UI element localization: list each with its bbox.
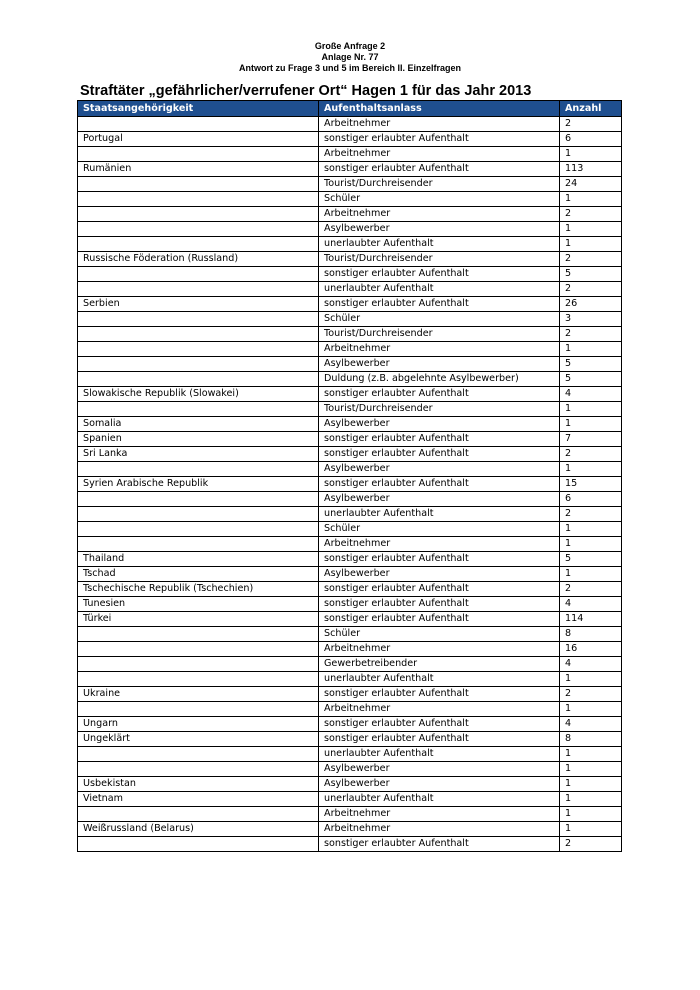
cell-reason: Arbeitnehmer	[319, 147, 560, 162]
table-row	[78, 552, 622, 567]
cell-count: 1	[560, 792, 622, 807]
cell-nationality: Ungarn	[78, 717, 319, 732]
cell-nationality	[78, 807, 319, 822]
cell-reason: sonstiger erlaubter Aufenthalt	[319, 687, 560, 702]
cell-reason: Arbeitnehmer	[319, 702, 560, 717]
column-header-count: Anzahl	[560, 101, 622, 117]
cell-reason: Asylbewerber	[319, 567, 560, 582]
cell-nationality: Spanien	[78, 432, 319, 447]
cell-reason: Tourist/Durchreisender	[319, 177, 560, 192]
table-row	[78, 117, 622, 132]
cell-reason: Tourist/Durchreisender	[319, 252, 560, 267]
cell-count: 16	[560, 642, 622, 657]
cell-count: 2	[560, 327, 622, 342]
cell-count: 1	[560, 222, 622, 237]
cell-reason: sonstiger erlaubter Aufenthalt	[319, 612, 560, 627]
cell-nationality	[78, 522, 319, 537]
cell-nationality	[78, 537, 319, 552]
table-row	[78, 312, 622, 327]
cell-reason: unerlaubter Aufenthalt	[319, 792, 560, 807]
table-row	[78, 402, 622, 417]
cell-nationality	[78, 117, 319, 132]
cell-count: 1	[560, 147, 622, 162]
table-row	[78, 222, 622, 237]
cell-count: 1	[560, 672, 622, 687]
cell-nationality: Rumänien	[78, 162, 319, 177]
cell-nationality	[78, 702, 319, 717]
cell-reason: Arbeitnehmer	[319, 822, 560, 837]
cell-reason: sonstiger erlaubter Aufenthalt	[319, 387, 560, 402]
table-row	[78, 282, 622, 297]
cell-reason: Arbeitnehmer	[319, 342, 560, 357]
cell-count: 5	[560, 267, 622, 282]
cell-count: 1	[560, 762, 622, 777]
table-row	[78, 762, 622, 777]
cell-count: 1	[560, 807, 622, 822]
cell-nationality	[78, 312, 319, 327]
table-row	[78, 267, 622, 282]
cell-count: 7	[560, 432, 622, 447]
cell-reason: sonstiger erlaubter Aufenthalt	[319, 732, 560, 747]
cell-nationality	[78, 327, 319, 342]
cell-count: 5	[560, 552, 622, 567]
table-row	[78, 597, 622, 612]
cell-reason: Arbeitnehmer	[319, 642, 560, 657]
cell-nationality: Ukraine	[78, 687, 319, 702]
cell-count: 2	[560, 252, 622, 267]
cell-count: 24	[560, 177, 622, 192]
table-row	[78, 837, 622, 852]
cell-reason: Arbeitnehmer	[319, 807, 560, 822]
cell-reason: sonstiger erlaubter Aufenthalt	[319, 297, 560, 312]
cell-nationality: Türkei	[78, 612, 319, 627]
cell-nationality: Slowakische Republik (Slowakei)	[78, 387, 319, 402]
cell-reason: Arbeitnehmer	[319, 537, 560, 552]
table-body	[78, 117, 622, 852]
cell-reason: unerlaubter Aufenthalt	[319, 237, 560, 252]
cell-count: 114	[560, 612, 622, 627]
cell-reason: Asylbewerber	[319, 492, 560, 507]
table-row	[78, 387, 622, 402]
cell-count: 15	[560, 477, 622, 492]
table-row	[78, 687, 622, 702]
cell-nationality: Tschechische Republik (Tschechien)	[78, 582, 319, 597]
cell-reason: Schüler	[319, 192, 560, 207]
cell-reason: Schüler	[319, 627, 560, 642]
cell-count: 1	[560, 777, 622, 792]
table-row	[78, 252, 622, 267]
cell-reason: Arbeitnehmer	[319, 207, 560, 222]
cell-nationality: Thailand	[78, 552, 319, 567]
cell-reason: unerlaubter Aufenthalt	[319, 672, 560, 687]
table-row	[78, 417, 622, 432]
cell-count: 1	[560, 522, 622, 537]
cell-reason: Asylbewerber	[319, 762, 560, 777]
cell-count: 1	[560, 537, 622, 552]
table-row	[78, 432, 622, 447]
table-row	[78, 507, 622, 522]
cell-reason: sonstiger erlaubter Aufenthalt	[319, 837, 560, 852]
cell-reason: sonstiger erlaubter Aufenthalt	[319, 132, 560, 147]
table-row	[78, 717, 622, 732]
cell-reason: Asylbewerber	[319, 357, 560, 372]
cell-reason: Asylbewerber	[319, 222, 560, 237]
cell-reason: Asylbewerber	[319, 462, 560, 477]
cell-nationality	[78, 492, 319, 507]
cell-count: 113	[560, 162, 622, 177]
cell-nationality	[78, 267, 319, 282]
table-row	[78, 537, 622, 552]
cell-count: 8	[560, 627, 622, 642]
cell-nationality: Serbien	[78, 297, 319, 312]
cell-reason: sonstiger erlaubter Aufenthalt	[319, 477, 560, 492]
cell-reason: Schüler	[319, 522, 560, 537]
table-row	[78, 582, 622, 597]
cell-count: 1	[560, 567, 622, 582]
cell-nationality: Ungeklärt	[78, 732, 319, 747]
table-row	[78, 777, 622, 792]
cell-reason: sonstiger erlaubter Aufenthalt	[319, 447, 560, 462]
cell-count: 2	[560, 687, 622, 702]
cell-nationality: Tunesien	[78, 597, 319, 612]
table-row	[78, 342, 622, 357]
table-row	[78, 297, 622, 312]
cell-count: 4	[560, 387, 622, 402]
cell-count: 1	[560, 237, 622, 252]
table-row	[78, 567, 622, 582]
cell-nationality	[78, 357, 319, 372]
column-header-nationality: Staatsangehörigkeit	[78, 101, 319, 117]
cell-reason: sonstiger erlaubter Aufenthalt	[319, 432, 560, 447]
cell-count: 2	[560, 207, 622, 222]
cell-count: 8	[560, 732, 622, 747]
table-row	[78, 372, 622, 387]
cell-reason: Duldung (z.B. abgelehnte Asylbewerber)	[319, 372, 560, 387]
cell-reason: Asylbewerber	[319, 417, 560, 432]
cell-nationality: Tschad	[78, 567, 319, 582]
document-header	[0, 41, 700, 74]
cell-nationality	[78, 207, 319, 222]
table-row	[78, 327, 622, 342]
cell-count: 1	[560, 417, 622, 432]
table-row	[78, 147, 622, 162]
cell-reason: sonstiger erlaubter Aufenthalt	[319, 552, 560, 567]
cell-reason: Gewerbetreibender	[319, 657, 560, 672]
cell-reason: unerlaubter Aufenthalt	[319, 282, 560, 297]
header-row	[78, 101, 622, 117]
table-row	[78, 492, 622, 507]
cell-nationality	[78, 342, 319, 357]
cell-nationality	[78, 762, 319, 777]
cell-reason: sonstiger erlaubter Aufenthalt	[319, 162, 560, 177]
cell-count: 4	[560, 717, 622, 732]
cell-count: 1	[560, 192, 622, 207]
cell-count: 1	[560, 747, 622, 762]
cell-count: 5	[560, 357, 622, 372]
cell-count: 2	[560, 507, 622, 522]
table-row	[78, 807, 622, 822]
page-title: Straftäter „gefährlicher/verrufener Ort“ Hagen 1 für das Jahr 2013	[80, 83, 532, 99]
header-line-2: Anlage Nr. 77	[321, 52, 379, 62]
table-row	[78, 477, 622, 492]
cell-count: 4	[560, 597, 622, 612]
cell-reason: unerlaubter Aufenthalt	[319, 507, 560, 522]
cell-count: 3	[560, 312, 622, 327]
cell-count: 1	[560, 702, 622, 717]
table-row	[78, 357, 622, 372]
cell-nationality	[78, 177, 319, 192]
table-row	[78, 237, 622, 252]
cell-reason: Schüler	[319, 312, 560, 327]
cell-count: 6	[560, 492, 622, 507]
table-row	[78, 162, 622, 177]
cell-nationality: Portugal	[78, 132, 319, 147]
table-row	[78, 747, 622, 762]
table-row	[78, 732, 622, 747]
cell-nationality: Sri Lanka	[78, 447, 319, 462]
cell-nationality: Weißrussland (Belarus)	[78, 822, 319, 837]
cell-count: 1	[560, 402, 622, 417]
cell-reason: unerlaubter Aufenthalt	[319, 747, 560, 762]
column-header-reason: Aufenthaltsanlass	[319, 101, 560, 117]
cell-nationality: Somalia	[78, 417, 319, 432]
table-row	[78, 657, 622, 672]
cell-nationality	[78, 462, 319, 477]
table-row	[78, 462, 622, 477]
cell-count: 26	[560, 297, 622, 312]
table-row	[78, 792, 622, 807]
table-row	[78, 207, 622, 222]
table-row	[78, 702, 622, 717]
table-row	[78, 612, 622, 627]
cell-reason: sonstiger erlaubter Aufenthalt	[319, 717, 560, 732]
table-header	[78, 101, 622, 117]
cell-nationality: Russische Föderation (Russland)	[78, 252, 319, 267]
table-row	[78, 177, 622, 192]
cell-nationality	[78, 657, 319, 672]
cell-nationality	[78, 147, 319, 162]
cell-nationality: Syrien Arabische Republik	[78, 477, 319, 492]
cell-nationality	[78, 627, 319, 642]
cell-nationality	[78, 372, 319, 387]
cell-nationality	[78, 222, 319, 237]
cell-nationality	[78, 192, 319, 207]
cell-nationality: Usbekistan	[78, 777, 319, 792]
cell-reason: sonstiger erlaubter Aufenthalt	[319, 597, 560, 612]
cell-count: 2	[560, 117, 622, 132]
table-row	[78, 672, 622, 687]
cell-count: 4	[560, 657, 622, 672]
cell-count: 1	[560, 822, 622, 837]
table-row	[78, 642, 622, 657]
cell-count: 1	[560, 342, 622, 357]
cell-count: 2	[560, 282, 622, 297]
cell-nationality	[78, 402, 319, 417]
cell-count: 1	[560, 462, 622, 477]
cell-reason: sonstiger erlaubter Aufenthalt	[319, 267, 560, 282]
cell-count: 2	[560, 582, 622, 597]
table-row	[78, 822, 622, 837]
cell-reason: Arbeitnehmer	[319, 117, 560, 132]
cell-nationality	[78, 507, 319, 522]
cell-count: 5	[560, 372, 622, 387]
table-row	[78, 132, 622, 147]
header-line-3: Antwort zu Frage 3 und 5 im Bereich II. Einzelfragen	[238, 63, 462, 73]
cell-reason: Tourist/Durchreisender	[319, 327, 560, 342]
cell-nationality	[78, 237, 319, 252]
cell-nationality	[78, 282, 319, 297]
cell-nationality	[78, 747, 319, 762]
cell-reason: Tourist/Durchreisender	[319, 402, 560, 417]
cell-count: 2	[560, 837, 622, 852]
cell-nationality: Vietnam	[78, 792, 319, 807]
data-table	[77, 100, 622, 852]
table-row	[78, 447, 622, 462]
cell-nationality	[78, 642, 319, 657]
table-row	[78, 627, 622, 642]
cell-reason: sonstiger erlaubter Aufenthalt	[319, 582, 560, 597]
cell-nationality	[78, 672, 319, 687]
table-row	[78, 522, 622, 537]
table-row	[78, 192, 622, 207]
cell-nationality	[78, 837, 319, 852]
cell-count: 6	[560, 132, 622, 147]
cell-count: 2	[560, 447, 622, 462]
cell-reason: Asylbewerber	[319, 777, 560, 792]
header-line-1: Große Anfrage 2	[314, 41, 386, 51]
